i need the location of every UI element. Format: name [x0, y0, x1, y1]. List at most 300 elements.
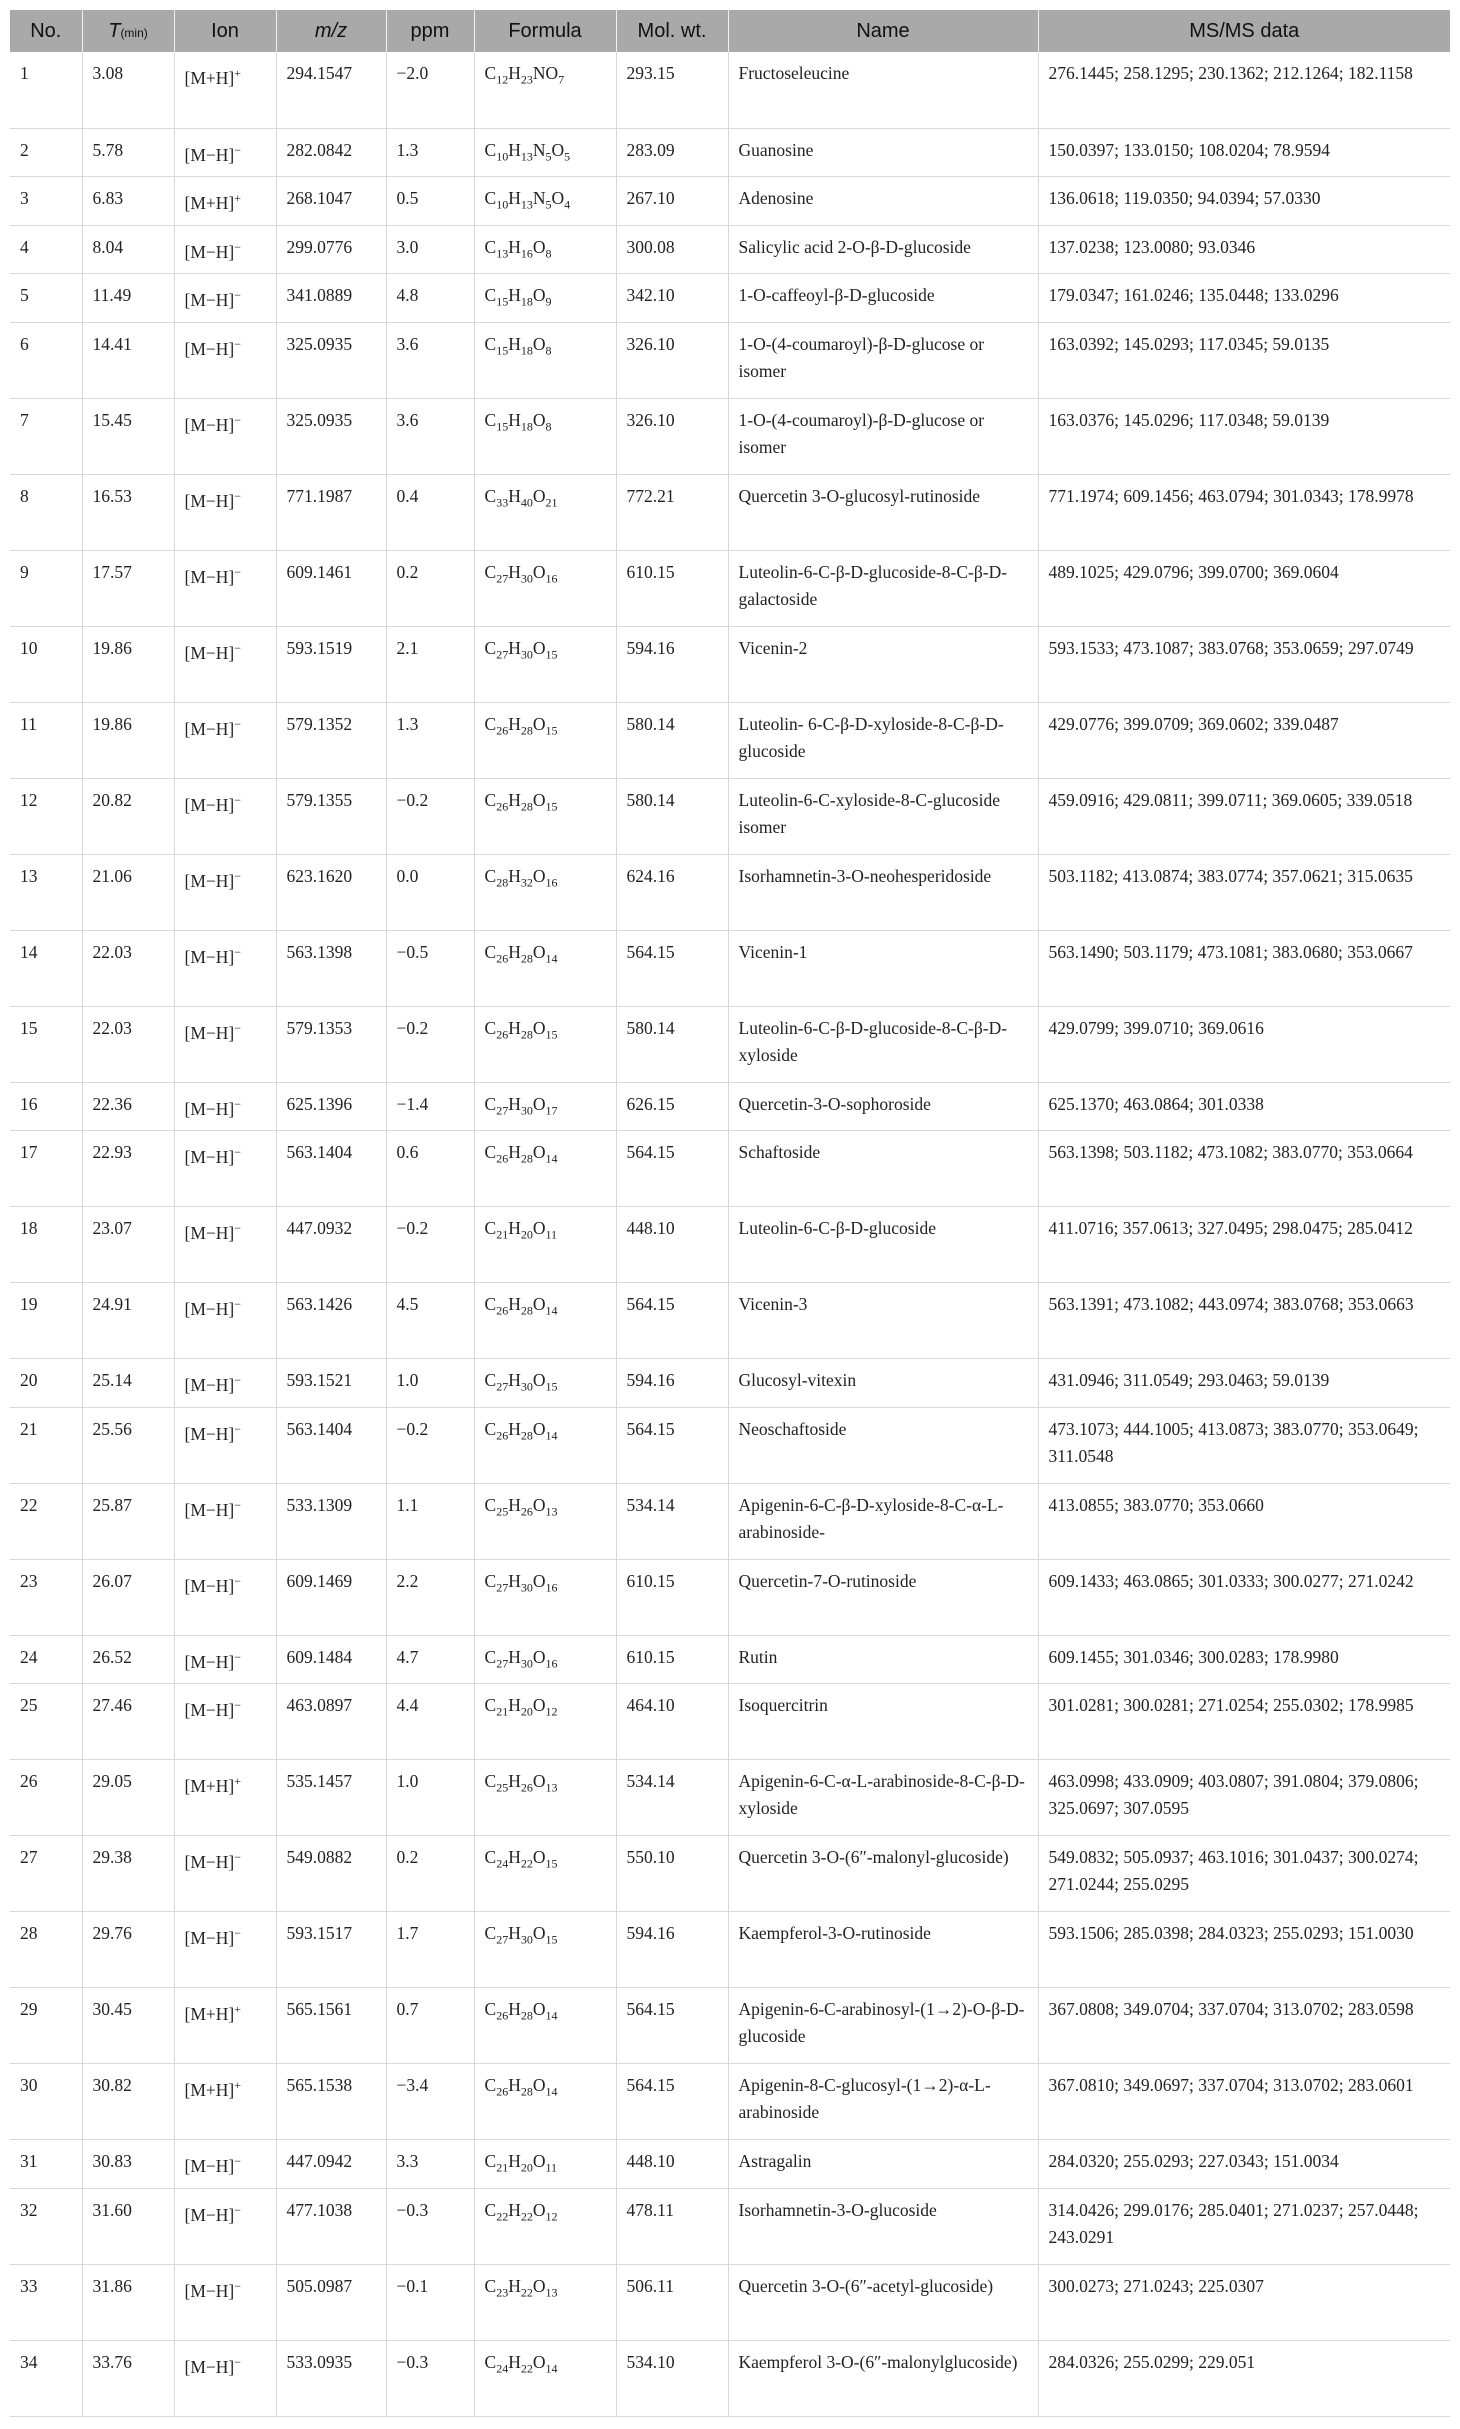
- cell-mol-wt: 326.10: [616, 322, 728, 398]
- table-row: [10, 930, 1450, 1006]
- cell-mol-wt: 772.21: [616, 474, 728, 550]
- cell-mz: 341.0889: [276, 274, 386, 323]
- header-mol-wt: Mol. wt.: [616, 10, 728, 52]
- table-row: [10, 2140, 1450, 2189]
- cell-retention-time: 21.06: [82, 854, 174, 930]
- cell-mz: 563.1426: [276, 1283, 386, 1359]
- cell-msms: 593.1533; 473.1087; 383.0768; 353.0659; 297.0749: [1038, 626, 1450, 702]
- table-row: [10, 2264, 1450, 2340]
- cell-name: Quercetin-3-O-sophoroside: [728, 1082, 1038, 1131]
- cell-msms: 136.0618; 119.0350; 94.0394; 57.0330: [1038, 177, 1450, 226]
- cell-no: 32: [10, 2188, 82, 2264]
- cell-formula: $C_{21}H_{20}O_{12}$: [474, 1684, 616, 1760]
- cell-ion: [M−H]−: [174, 1006, 276, 1082]
- cell-no: 2: [10, 128, 82, 177]
- cell-formula: $C_{24}H_{22}O_{15}$: [474, 1836, 616, 1912]
- cell-formula: $C_{15}H_{18}O_9$: [474, 274, 616, 323]
- cell-mz: 563.1404: [276, 1131, 386, 1207]
- cell-ion: [M−H]−: [174, 474, 276, 550]
- cell-msms: 300.0273; 271.0243; 225.0307: [1038, 2264, 1450, 2340]
- cell-no: 22: [10, 1483, 82, 1559]
- cell-retention-time: 29.76: [82, 1912, 174, 1988]
- cell-formula: $C_{27}H_{30}O_{17}$: [474, 1082, 616, 1131]
- cell-retention-time: 31.60: [82, 2188, 174, 2264]
- cell-mol-wt: 580.14: [616, 702, 728, 778]
- cell-mz: 563.1398: [276, 930, 386, 1006]
- cell-mz: 282.0842: [276, 128, 386, 177]
- cell-mol-wt: 293.15: [616, 52, 728, 128]
- table-row: [10, 322, 1450, 398]
- cell-mol-wt: 534.14: [616, 1483, 728, 1559]
- cell-name: 1-O-(4-coumaroyl)-β-D-glucose or isomer: [728, 322, 1038, 398]
- cell-no: 12: [10, 778, 82, 854]
- cell-name: Luteolin-6-C-β-D-glucoside-8-C-β-D-xyloside: [728, 1006, 1038, 1082]
- cell-no: 27: [10, 1836, 82, 1912]
- header-ppm: ppm: [386, 10, 474, 52]
- cell-ppm: 1.3: [386, 128, 474, 177]
- cell-mz: 299.0776: [276, 225, 386, 274]
- cell-retention-time: 29.38: [82, 1836, 174, 1912]
- cell-retention-time: 22.03: [82, 930, 174, 1006]
- cell-mz: 325.0935: [276, 322, 386, 398]
- cell-mol-wt: 610.15: [616, 550, 728, 626]
- cell-retention-time: 26.07: [82, 1559, 174, 1635]
- cell-mz: 533.1309: [276, 1483, 386, 1559]
- cell-retention-time: 27.46: [82, 1684, 174, 1760]
- cell-formula: $C_{26}H_{28}O_{14}$: [474, 930, 616, 1006]
- cell-no: 13: [10, 854, 82, 930]
- cell-formula: $C_{27}H_{30}O_{15}$: [474, 1912, 616, 1988]
- cell-name: Quercetin-7-O-rutinoside: [728, 1559, 1038, 1635]
- table-body: [10, 52, 1450, 2416]
- cell-formula: $C_{26}H_{28}O_{15}$: [474, 1006, 616, 1082]
- table-row: [10, 274, 1450, 323]
- cell-ppm: 2.1: [386, 626, 474, 702]
- cell-ppm: 2.2: [386, 1559, 474, 1635]
- cell-formula: $C_{28}H_{32}O_{16}$: [474, 854, 616, 930]
- cell-mol-wt: 610.15: [616, 1635, 728, 1684]
- cell-mz: 579.1353: [276, 1006, 386, 1082]
- header-name: Name: [728, 10, 1038, 52]
- table-row: [10, 1988, 1450, 2064]
- cell-ppm: 0.6: [386, 1131, 474, 1207]
- cell-name: Apigenin-6-C-β-D-xyloside-8-C-α-L-arabinoside-: [728, 1483, 1038, 1559]
- table-row: [10, 1407, 1450, 1483]
- cell-name: Vicenin-3: [728, 1283, 1038, 1359]
- table-row: [10, 1836, 1450, 1912]
- cell-no: 20: [10, 1359, 82, 1408]
- cell-msms: 163.0376; 145.0296; 117.0348; 59.0139: [1038, 398, 1450, 474]
- cell-msms: 367.0810; 349.0697; 337.0704; 313.0702; 283.0601: [1038, 2064, 1450, 2140]
- cell-retention-time: 22.03: [82, 1006, 174, 1082]
- cell-retention-time: 17.57: [82, 550, 174, 626]
- cell-name: Luteolin-6-C-β-D-glucoside: [728, 1207, 1038, 1283]
- cell-msms: 163.0392; 145.0293; 117.0345; 59.0135: [1038, 322, 1450, 398]
- cell-mz: 325.0935: [276, 398, 386, 474]
- cell-mz: 565.1538: [276, 2064, 386, 2140]
- cell-msms: 431.0946; 311.0549; 293.0463; 59.0139: [1038, 1359, 1450, 1408]
- cell-mol-wt: 564.15: [616, 2064, 728, 2140]
- cell-retention-time: 15.45: [82, 398, 174, 474]
- cell-name: Kaempferol 3-O-(6″-malonylglucoside): [728, 2340, 1038, 2416]
- cell-name: Astragalin: [728, 2140, 1038, 2189]
- cell-ion: [M−H]−: [174, 2264, 276, 2340]
- table-row: [10, 474, 1450, 550]
- table-row: [10, 1635, 1450, 1684]
- cell-retention-time: 16.53: [82, 474, 174, 550]
- cell-msms: 489.1025; 429.0796; 399.0700; 369.0604: [1038, 550, 1450, 626]
- table-row: [10, 1006, 1450, 1082]
- header-mz: m/z: [276, 10, 386, 52]
- cell-retention-time: 25.87: [82, 1483, 174, 1559]
- cell-msms: 503.1182; 413.0874; 383.0774; 357.0621; 315.0635: [1038, 854, 1450, 930]
- table-row: [10, 2064, 1450, 2140]
- table-row: [10, 1082, 1450, 1131]
- cell-retention-time: 14.41: [82, 322, 174, 398]
- cell-no: 11: [10, 702, 82, 778]
- cell-mol-wt: 594.16: [616, 1912, 728, 1988]
- cell-formula: $C_{26}H_{28}O_{14}$: [474, 1407, 616, 1483]
- cell-ion: [M−H]−: [174, 274, 276, 323]
- cell-msms: 429.0799; 399.0710; 369.0616: [1038, 1006, 1450, 1082]
- cell-ppm: 0.4: [386, 474, 474, 550]
- cell-no: 8: [10, 474, 82, 550]
- cell-msms: 179.0347; 161.0246; 135.0448; 133.0296: [1038, 274, 1450, 323]
- cell-ppm: −0.3: [386, 2340, 474, 2416]
- cell-ion: [M−H]−: [174, 322, 276, 398]
- cell-retention-time: 20.82: [82, 778, 174, 854]
- cell-mz: 593.1517: [276, 1912, 386, 1988]
- cell-no: 10: [10, 626, 82, 702]
- cell-mz: 294.1547: [276, 52, 386, 128]
- header-row: [10, 10, 1450, 52]
- cell-no: 26: [10, 1760, 82, 1836]
- cell-name: Isorhamnetin-3-O-glucoside: [728, 2188, 1038, 2264]
- cell-ion: [M−H]−: [174, 1684, 276, 1760]
- cell-ion: [M−H]−: [174, 1483, 276, 1559]
- cell-name: Quercetin 3-O-(6″-malonyl-glucoside): [728, 1836, 1038, 1912]
- table-row: [10, 854, 1450, 930]
- cell-retention-time: 31.86: [82, 2264, 174, 2340]
- cell-mz: 463.0897: [276, 1684, 386, 1760]
- cell-name: Luteolin-6-C-xyloside-8-C-glucoside isomer: [728, 778, 1038, 854]
- table-row: [10, 626, 1450, 702]
- cell-no: 19: [10, 1283, 82, 1359]
- cell-name: Guanosine: [728, 128, 1038, 177]
- cell-mz: 593.1519: [276, 626, 386, 702]
- cell-ppm: −0.3: [386, 2188, 474, 2264]
- cell-ppm: 4.8: [386, 274, 474, 323]
- cell-name: Apigenin-6-C-α-L-arabinoside-8-C-β-D-xyloside: [728, 1760, 1038, 1836]
- cell-formula: $C_{23}H_{22}O_{13}$: [474, 2264, 616, 2340]
- cell-ppm: −0.5: [386, 930, 474, 1006]
- cell-mz: 447.0932: [276, 1207, 386, 1283]
- cell-ppm: −0.2: [386, 1207, 474, 1283]
- cell-ppm: −3.4: [386, 2064, 474, 2140]
- table-row: [10, 778, 1450, 854]
- cell-formula: $C_{26}H_{28}O_{14}$: [474, 1988, 616, 2064]
- cell-no: 33: [10, 2264, 82, 2340]
- cell-no: 17: [10, 1131, 82, 1207]
- cell-ion: [M−H]−: [174, 1836, 276, 1912]
- cell-ion: [M−H]−: [174, 398, 276, 474]
- cell-formula: $C_{25}H_{26}O_{13}$: [474, 1760, 616, 1836]
- cell-ppm: 3.6: [386, 398, 474, 474]
- cell-mol-wt: 300.08: [616, 225, 728, 274]
- cell-mz: 771.1987: [276, 474, 386, 550]
- table-row: [10, 1912, 1450, 1988]
- cell-ion: [M−H]−: [174, 1082, 276, 1131]
- table-row: [10, 225, 1450, 274]
- cell-mol-wt: 564.15: [616, 1988, 728, 2064]
- cell-name: Isorhamnetin-3-O-neohesperidoside: [728, 854, 1038, 930]
- cell-ppm: 1.0: [386, 1359, 474, 1408]
- cell-ion: [M−H]−: [174, 626, 276, 702]
- table-row: [10, 1760, 1450, 1836]
- cell-name: Quercetin 3-O-glucosyl-rutinoside: [728, 474, 1038, 550]
- cell-msms: 276.1445; 258.1295; 230.1362; 212.1264; 182.1158: [1038, 52, 1450, 128]
- cell-name: Luteolin-6-C-β-D-glucoside-8-C-β-D-galactoside: [728, 550, 1038, 626]
- cell-name: Vicenin-1: [728, 930, 1038, 1006]
- cell-ppm: −1.4: [386, 1082, 474, 1131]
- cell-msms: 284.0326; 255.0299; 229.051: [1038, 2340, 1450, 2416]
- table-row: [10, 52, 1450, 128]
- cell-msms: 463.0998; 433.0909; 403.0807; 391.0804; 379.0806; 325.0697; 307.0595: [1038, 1760, 1450, 1836]
- cell-formula: $C_{27}H_{30}O_{16}$: [474, 550, 616, 626]
- cell-ion: [M−H]−: [174, 2188, 276, 2264]
- cell-ppm: −2.0: [386, 52, 474, 128]
- cell-ppm: 4.5: [386, 1283, 474, 1359]
- cell-ppm: 3.6: [386, 322, 474, 398]
- cell-name: Vicenin-2: [728, 626, 1038, 702]
- cell-retention-time: 8.04: [82, 225, 174, 274]
- cell-ppm: −0.1: [386, 2264, 474, 2340]
- cell-no: 5: [10, 274, 82, 323]
- cell-formula: $C_{21}H_{20}O_{11}$: [474, 2140, 616, 2189]
- cell-retention-time: 33.76: [82, 2340, 174, 2416]
- cell-ion: [M+H]+: [174, 177, 276, 226]
- cell-formula: $C_{26}H_{28}O_{14}$: [474, 2064, 616, 2140]
- table-row: [10, 1283, 1450, 1359]
- cell-name: Kaempferol-3-O-rutinoside: [728, 1912, 1038, 1988]
- cell-name: Salicylic acid 2-O-β-D-glucoside: [728, 225, 1038, 274]
- cell-ppm: 1.1: [386, 1483, 474, 1559]
- cell-mol-wt: 594.16: [616, 1359, 728, 1408]
- cell-mz: 623.1620: [276, 854, 386, 930]
- cell-mz: 565.1561: [276, 1988, 386, 2064]
- cell-no: 7: [10, 398, 82, 474]
- cell-msms: 771.1974; 609.1456; 463.0794; 301.0343; 178.9978: [1038, 474, 1450, 550]
- cell-msms: 411.0716; 357.0613; 327.0495; 298.0475; 285.0412: [1038, 1207, 1450, 1283]
- cell-no: 31: [10, 2140, 82, 2189]
- cell-ion: [M−H]−: [174, 1635, 276, 1684]
- cell-ion: [M−H]−: [174, 1207, 276, 1283]
- cell-mol-wt: 580.14: [616, 778, 728, 854]
- cell-name: Quercetin 3-O-(6″-acetyl-glucoside): [728, 2264, 1038, 2340]
- table-row: [10, 128, 1450, 177]
- cell-retention-time: 19.86: [82, 702, 174, 778]
- cell-msms: 137.0238; 123.0080; 93.0346: [1038, 225, 1450, 274]
- cell-ion: [M−H]−: [174, 1407, 276, 1483]
- cell-mz: 549.0882: [276, 1836, 386, 1912]
- cell-retention-time: 30.83: [82, 2140, 174, 2189]
- cell-ion: [M−H]−: [174, 1559, 276, 1635]
- cell-ion: [M−H]−: [174, 1131, 276, 1207]
- cell-mz: 625.1396: [276, 1082, 386, 1131]
- cell-mz: 609.1469: [276, 1559, 386, 1635]
- cell-ion: [M−H]−: [174, 550, 276, 626]
- cell-ppm: 1.7: [386, 1912, 474, 1988]
- cell-ppm: 4.7: [386, 1635, 474, 1684]
- cell-mol-wt: 564.15: [616, 1407, 728, 1483]
- cell-no: 34: [10, 2340, 82, 2416]
- cell-ppm: 0.2: [386, 1836, 474, 1912]
- cell-name: 1-O-caffeoyl-β-D-glucoside: [728, 274, 1038, 323]
- cell-retention-time: 30.82: [82, 2064, 174, 2140]
- cell-formula: $C_{15}H_{18}O_8$: [474, 398, 616, 474]
- cell-name: Rutin: [728, 1635, 1038, 1684]
- header-no: No.: [10, 10, 82, 52]
- cell-retention-time: 22.93: [82, 1131, 174, 1207]
- cell-ion: [M−H]−: [174, 778, 276, 854]
- cell-retention-time: 5.78: [82, 128, 174, 177]
- cell-no: 16: [10, 1082, 82, 1131]
- cell-msms: 367.0808; 349.0704; 337.0704; 313.0702; 283.0598: [1038, 1988, 1450, 2064]
- table-row: [10, 1684, 1450, 1760]
- cell-msms: 284.0320; 255.0293; 227.0343; 151.0034: [1038, 2140, 1450, 2189]
- cell-mz: 477.1038: [276, 2188, 386, 2264]
- cell-mz: 535.1457: [276, 1760, 386, 1836]
- cell-mol-wt: 564.15: [616, 1283, 728, 1359]
- cell-formula: $C_{33}H_{40}O_{21}$: [474, 474, 616, 550]
- cell-mol-wt: 550.10: [616, 1836, 728, 1912]
- cell-no: 6: [10, 322, 82, 398]
- cell-retention-time: 23.07: [82, 1207, 174, 1283]
- cell-formula: $C_{27}H_{30}O_{15}$: [474, 626, 616, 702]
- cell-ion: [M−H]−: [174, 1359, 276, 1408]
- cell-retention-time: 3.08: [82, 52, 174, 128]
- cell-formula: $C_{15}H_{18}O_8$: [474, 322, 616, 398]
- cell-mz: 579.1352: [276, 702, 386, 778]
- cell-mol-wt: 326.10: [616, 398, 728, 474]
- cell-ion: [M−H]−: [174, 854, 276, 930]
- cell-msms: 413.0855; 383.0770; 353.0660: [1038, 1483, 1450, 1559]
- cell-mol-wt: 580.14: [616, 1006, 728, 1082]
- table-row: [10, 702, 1450, 778]
- table-row: [10, 2340, 1450, 2416]
- cell-mz: 533.0935: [276, 2340, 386, 2416]
- cell-ion: [M−H]−: [174, 702, 276, 778]
- cell-ppm: 0.7: [386, 1988, 474, 2064]
- cell-name: Isoquercitrin: [728, 1684, 1038, 1760]
- cell-retention-time: 11.49: [82, 274, 174, 323]
- cell-msms: 150.0397; 133.0150; 108.0204; 78.9594: [1038, 128, 1450, 177]
- cell-no: 15: [10, 1006, 82, 1082]
- cell-formula: $C_{25}H_{26}O_{13}$: [474, 1483, 616, 1559]
- cell-ion: [M−H]−: [174, 128, 276, 177]
- cell-no: 18: [10, 1207, 82, 1283]
- cell-msms: 314.0426; 299.0176; 285.0401; 271.0237; 257.0448; 243.0291: [1038, 2188, 1450, 2264]
- header-ion: Ion: [174, 10, 276, 52]
- cell-mol-wt: 448.10: [616, 1207, 728, 1283]
- cell-mol-wt: 267.10: [616, 177, 728, 226]
- cell-retention-time: 25.14: [82, 1359, 174, 1408]
- cell-ion: [M+H]+: [174, 1988, 276, 2064]
- cell-mz: 563.1404: [276, 1407, 386, 1483]
- cell-name: Neoschaftoside: [728, 1407, 1038, 1483]
- cell-mol-wt: 564.15: [616, 930, 728, 1006]
- cell-retention-time: 30.45: [82, 1988, 174, 2064]
- cell-mz: 505.0987: [276, 2264, 386, 2340]
- cell-no: 1: [10, 52, 82, 128]
- cell-ppm: 0.5: [386, 177, 474, 226]
- cell-formula: $C_{21}H_{20}O_{11}$: [474, 1207, 616, 1283]
- cell-ion: [M+H]+: [174, 52, 276, 128]
- header-formula: Formula: [474, 10, 616, 52]
- cell-msms: 459.0916; 429.0811; 399.0711; 369.0605; 339.0518: [1038, 778, 1450, 854]
- cell-ppm: 4.4: [386, 1684, 474, 1760]
- cell-no: 21: [10, 1407, 82, 1483]
- cell-retention-time: 19.86: [82, 626, 174, 702]
- header-retention-time: T(min): [82, 10, 174, 52]
- cell-msms: 563.1398; 503.1182; 473.1082; 383.0770; 353.0664: [1038, 1131, 1450, 1207]
- cell-no: 9: [10, 550, 82, 626]
- cell-formula: $C_{26}H_{28}O_{14}$: [474, 1283, 616, 1359]
- cell-ppm: −0.2: [386, 778, 474, 854]
- cell-retention-time: 6.83: [82, 177, 174, 226]
- cell-msms: 609.1455; 301.0346; 300.0283; 178.9980: [1038, 1635, 1450, 1684]
- cell-formula: $C_{26}H_{28}O_{15}$: [474, 778, 616, 854]
- cell-mol-wt: 624.16: [616, 854, 728, 930]
- cell-ppm: 3.3: [386, 2140, 474, 2189]
- cell-mol-wt: 534.10: [616, 2340, 728, 2416]
- cell-mz: 609.1484: [276, 1635, 386, 1684]
- cell-mol-wt: 564.15: [616, 1131, 728, 1207]
- cell-mol-wt: 610.15: [616, 1559, 728, 1635]
- table-row: [10, 1483, 1450, 1559]
- cell-ion: [M+H]+: [174, 1760, 276, 1836]
- cell-mz: 579.1355: [276, 778, 386, 854]
- cell-ppm: −0.2: [386, 1006, 474, 1082]
- cell-no: 3: [10, 177, 82, 226]
- cell-no: 30: [10, 2064, 82, 2140]
- cell-mz: 447.0942: [276, 2140, 386, 2189]
- cell-msms: 301.0281; 300.0281; 271.0254; 255.0302; 178.9985: [1038, 1684, 1450, 1760]
- cell-ppm: 3.0: [386, 225, 474, 274]
- cell-formula: $C_{27}H_{30}O_{16}$: [474, 1635, 616, 1684]
- cell-formula: $C_{10}H_{13}N_5O_4$: [474, 177, 616, 226]
- cell-ppm: 1.0: [386, 1760, 474, 1836]
- table-row: [10, 1207, 1450, 1283]
- cell-msms: 473.1073; 444.1005; 413.0873; 383.0770; 353.0649; 311.0548: [1038, 1407, 1450, 1483]
- cell-name: Adenosine: [728, 177, 1038, 226]
- cell-ion: [M−H]−: [174, 2340, 276, 2416]
- cell-name: Fructoseleucine: [728, 52, 1038, 128]
- cell-msms: 549.0832; 505.0937; 463.1016; 301.0437; 300.0274; 271.0244; 255.0295: [1038, 1836, 1450, 1912]
- cell-formula: $C_{12}H_{23}NO_7$: [474, 52, 616, 128]
- table-row: [10, 1359, 1450, 1408]
- cell-no: 4: [10, 225, 82, 274]
- cell-retention-time: 24.91: [82, 1283, 174, 1359]
- table-row: [10, 550, 1450, 626]
- cell-mol-wt: 342.10: [616, 274, 728, 323]
- cell-msms: 429.0776; 399.0709; 369.0602; 339.0487: [1038, 702, 1450, 778]
- cell-ion: [M−H]−: [174, 930, 276, 1006]
- cell-no: 24: [10, 1635, 82, 1684]
- cell-msms: 625.1370; 463.0864; 301.0338: [1038, 1082, 1450, 1131]
- cell-mol-wt: 506.11: [616, 2264, 728, 2340]
- cell-ppm: 0.2: [386, 550, 474, 626]
